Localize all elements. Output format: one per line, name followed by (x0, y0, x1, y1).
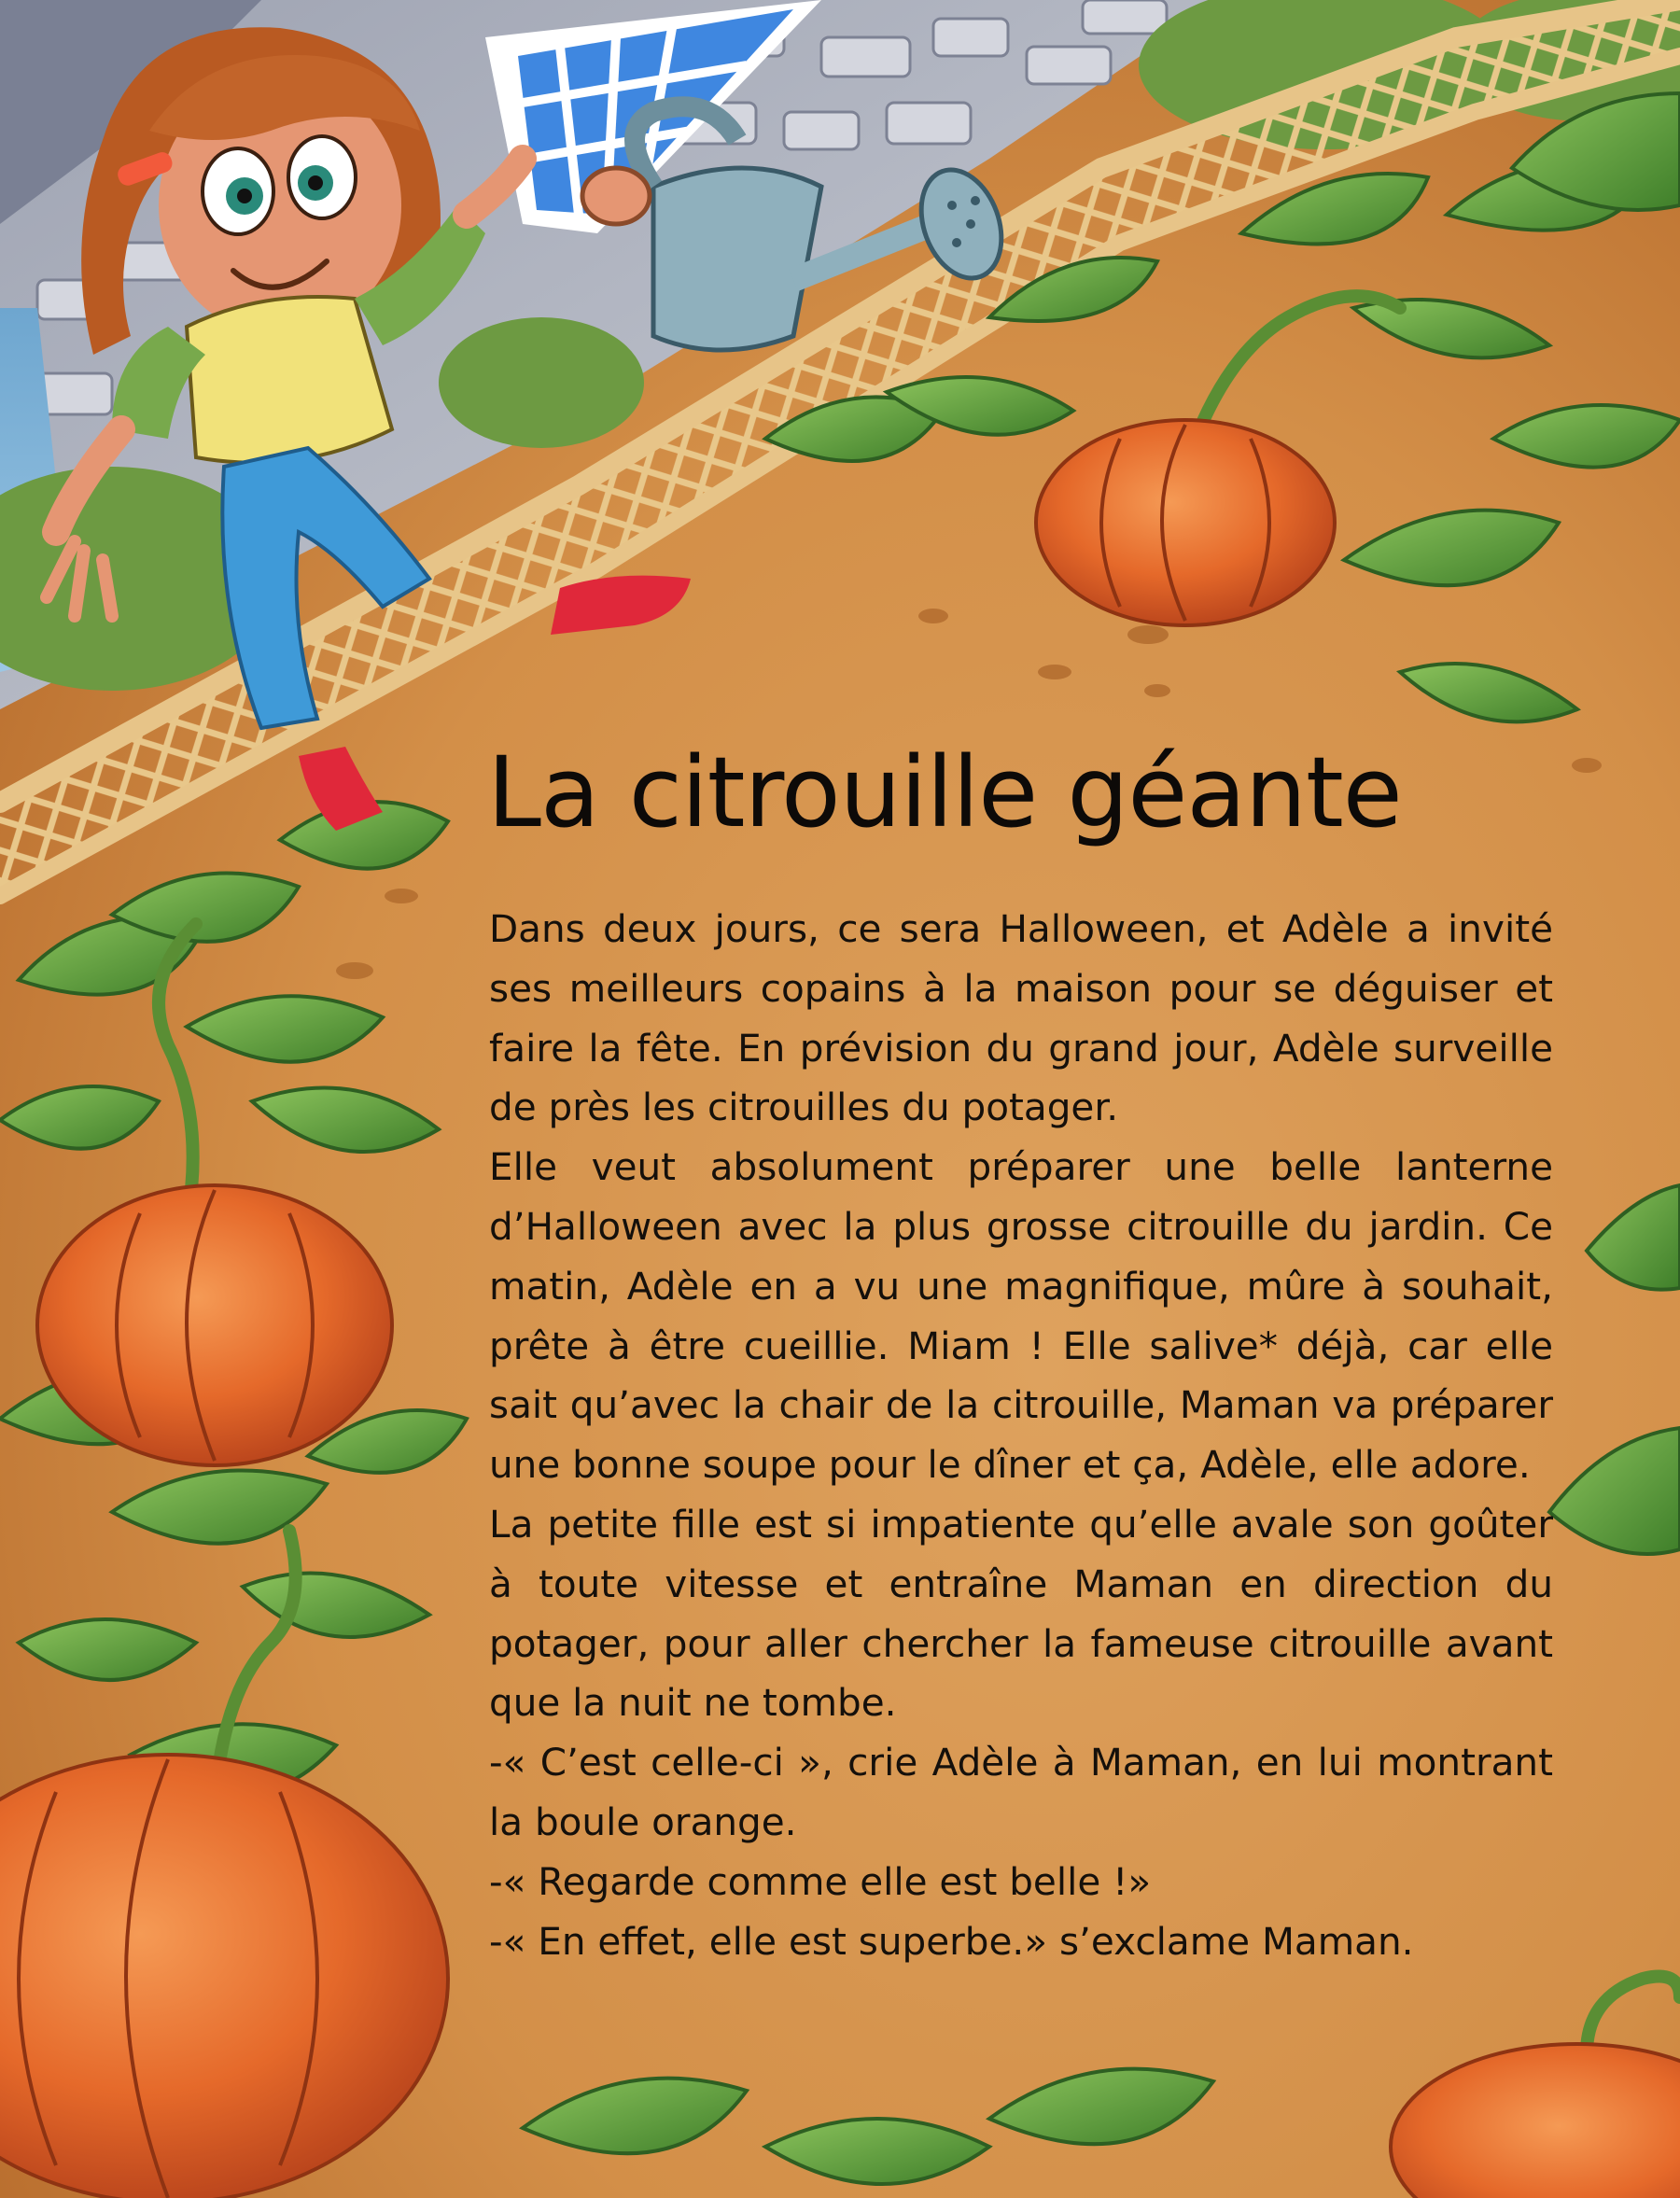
story-paragraph: -« Regarde comme elle est belle !» (489, 1858, 1152, 1904)
story-paragraph: Dans deux jours, ce sera Halloween, et Adèle a invité ses meilleurs copains à la maison pour se déguiser et faire la fête. En prévision du grand jour, Adèle surveille de près les citrouilles du potager. (489, 906, 1553, 1130)
story-text (489, 900, 1553, 1971)
story-paragraph: -« C’est celle-ci », crie Adèle à Maman, en lui montrant la boule orange. (489, 1740, 1553, 1844)
page-title: La citrouille géante (487, 735, 1402, 849)
story-paragraph: La petite fille est si impatiente qu’elle avale son goûter à toute vitesse et entraîne Maman en direction du potager, pour aller chercher la fameuse citrouille avant que la nuit ne tombe. (489, 1501, 1553, 1726)
story-paragraph: -« En effet, elle est superbe.» s’exclame Maman. (489, 1918, 1414, 1964)
story-paragraph: Elle veut absolument préparer une belle lanterne d’Halloween avec la plus grosse citrouille du jardin. Ce matin, Adèle en a vu une magnifique, mûre à souhait, prête à être cueillie. Miam ! Elle salive* déjà, car elle sait qu’avec la chair de la citrouille, Maman va préparer une bonne soupe pour le dîner et ça, Adèle, elle adore. (489, 1144, 1553, 1488)
